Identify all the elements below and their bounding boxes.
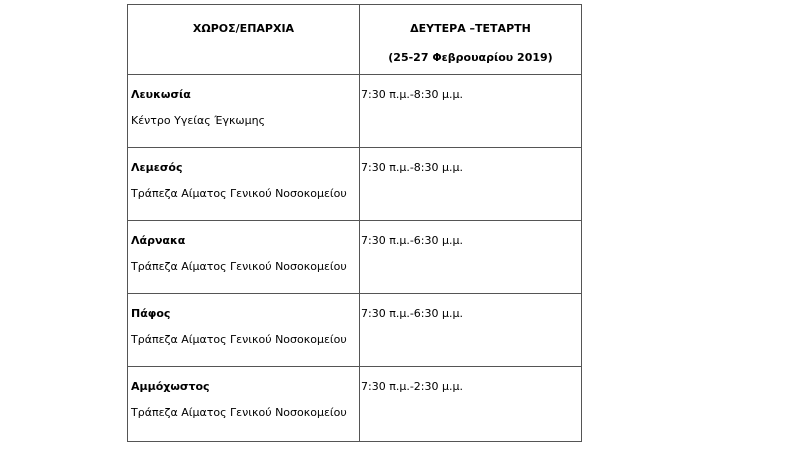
hours-cell	[360, 221, 582, 294]
venue-name: Τράπεζα Αίματος Γενικού Νοσοκομείου	[131, 187, 347, 200]
hours-text: 7:30 π.μ.-8:30 μ.μ.	[361, 161, 463, 174]
hours-cell	[360, 294, 582, 367]
district-name: Αμμόχωστος	[131, 380, 210, 393]
schedule-table	[127, 4, 582, 442]
hours-text: 7:30 π.μ.-6:30 μ.μ.	[361, 307, 463, 320]
venue-name: Τράπεζα Αίματος Γενικού Νοσοκομείου	[131, 333, 347, 346]
hours-text: 7:30 π.μ.-8:30 μ.μ.	[361, 88, 463, 101]
location-cell	[128, 221, 360, 294]
header-location-label: ΧΩΡΟΣ/ΕΠΑΡΧΙΑ	[192, 22, 295, 35]
hours-text: 7:30 π.μ.-6:30 μ.μ.	[361, 234, 463, 247]
district-name: Πάφος	[131, 307, 171, 320]
header-location-cell	[128, 5, 360, 75]
location-cell	[128, 75, 360, 148]
table-row	[128, 294, 582, 367]
hours-cell	[360, 367, 582, 442]
header-days-cell	[360, 5, 582, 75]
venue-name: Τράπεζα Αίματος Γενικού Νοσοκομείου	[131, 260, 347, 273]
table-row	[128, 367, 582, 442]
hours-cell	[360, 148, 582, 221]
hours-cell	[360, 75, 582, 148]
table-header-row	[128, 5, 582, 75]
venue-name: Τράπεζα Αίματος Γενικού Νοσοκομείου	[131, 406, 347, 419]
table-row	[128, 221, 582, 294]
location-cell	[128, 367, 360, 442]
table-row	[128, 75, 582, 148]
district-name: Λεμεσός	[131, 161, 183, 174]
district-name: Λευκωσία	[131, 88, 191, 101]
location-cell	[128, 294, 360, 367]
table-row	[128, 148, 582, 221]
header-days-label: ΔΕΥΤΕΡΑ –ΤΕΤΑΡΤΗ	[410, 22, 531, 35]
header-dates-label: (25-27 Φεβρουαρίου 2019)	[388, 51, 553, 64]
hours-text: 7:30 π.μ.-2:30 μ.μ.	[361, 380, 463, 393]
location-cell	[128, 148, 360, 221]
district-name: Λάρνακα	[131, 234, 186, 247]
venue-name: Κέντρο Υγείας Έγκωμης	[131, 114, 266, 127]
